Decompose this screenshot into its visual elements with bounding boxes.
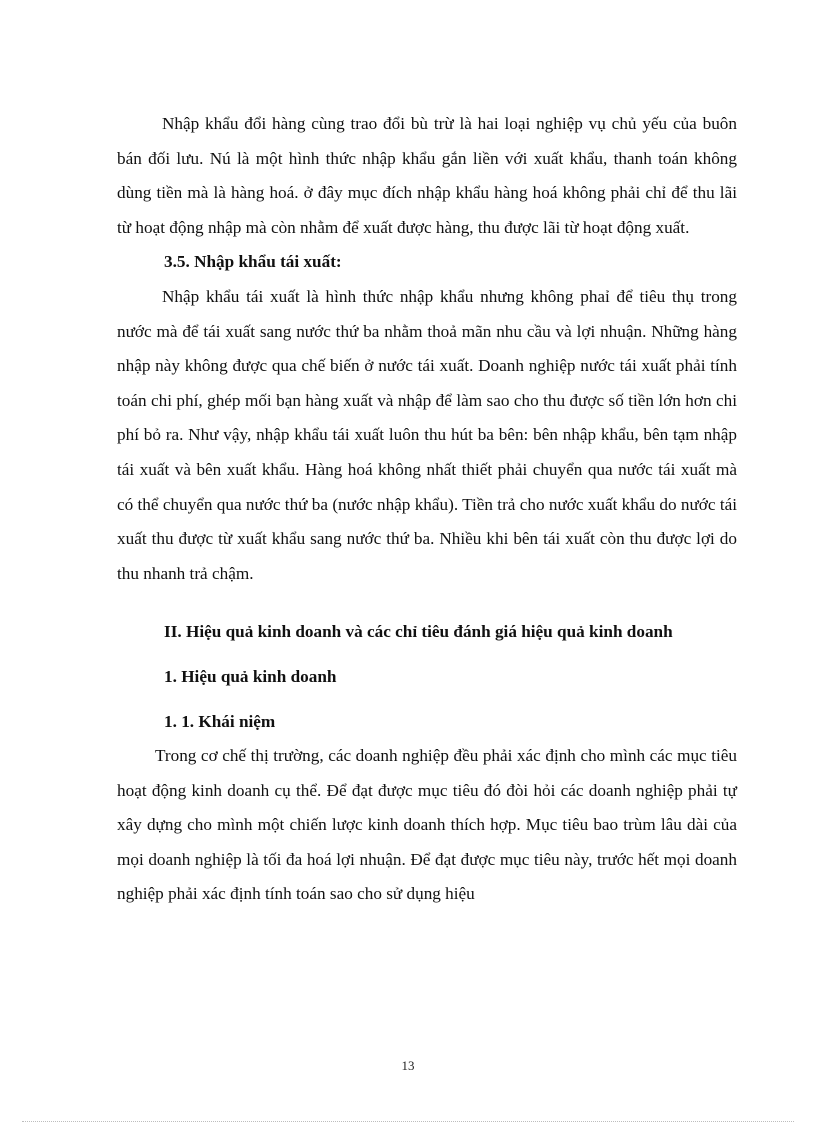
heading-section-II: II. Hiệu quả kinh doanh và các chỉ tiêu đánh giá hiệu quả kinh doanh — [164, 622, 673, 642]
paragraph-barter-import: Nhập khẩu đổi hàng cùng trao đổi bù trừ là hai loại nghiệp vụ chủ yếu của buôn bán đối lưu. Nú là một hình thức nhập khẩu gắn liền với xuất khẩu, thanh toán không dùng tiền mà là hàng hoá. ở đây mục đích nhập khẩu hàng hoá không phải chỉ để thu lãi từ hoạt động nhập mà còn nhằm để xuất được hàng, thu được lãi từ hoạt động xuất. — [117, 114, 737, 237]
bottom-divider — [22, 1121, 794, 1122]
heading-1-1-concept: 1. 1. Khái niệm — [164, 711, 276, 731]
page-number: 13 — [401, 1058, 415, 1073]
page-content — [117, 107, 737, 912]
paragraph-reexport-import: Nhập khẩu tái xuất là hình thức nhập khẩu nhưng không phaỉ để tiêu thụ trong nước mà để tái xuất sang nước thứ ba nhằm thoả mãn nhu cầu và lợi nhuận. Những hàng nhập này không được qua chế biến ở nước tái xuất. Doanh nghiệp nước tái xuất phải tính toán chi phí, ghép mối bạn hàng xuất và nhập để làm sao cho thu được số tiền lớn hơn chi phí bỏ ra. Như vậy, nhập khẩu tái xuất luôn thu hút ba bên: bên nhập khẩu, bên tạm nhập tái xuất và bên xuất khẩu. Hàng hoá không nhất thiết phải chuyển qua nước tái xuất mà có thể chuyển qua nước thứ ba (nước nhập khẩu). Tiền trả cho nước xuất khẩu do nước tái xuất thu được từ xuất khẩu sang nước thứ ba. Nhiều khi bên tái xuất còn thu được lợi do thu nhanh trả chậm. — [117, 286, 737, 583]
heading-1-business-efficiency: 1. Hiệu quả kinh doanh — [164, 666, 337, 686]
paragraph-market-mechanism: Trong cơ chế thị trường, các doanh nghiệp đều phải xác định cho mình các mục tiêu hoạt động kinh doanh cụ thể. Để đạt được mục tiêu đó đòi hỏi các doanh nghiệp phải tự xây dựng cho mình một chiến lược kinh doanh thích hợp. Mục tiêu bao trùm lâu dài của mọi doanh nghiệp là tối đa hoá lợi nhuận. Để đạt được mục tiêu này, trước hết mọi doanh nghiệp phải xác định tính toán sao cho sử dụng hiệu — [117, 746, 737, 904]
heading-3-5: 3.5. Nhập khẩu tái xuất: — [164, 252, 342, 272]
